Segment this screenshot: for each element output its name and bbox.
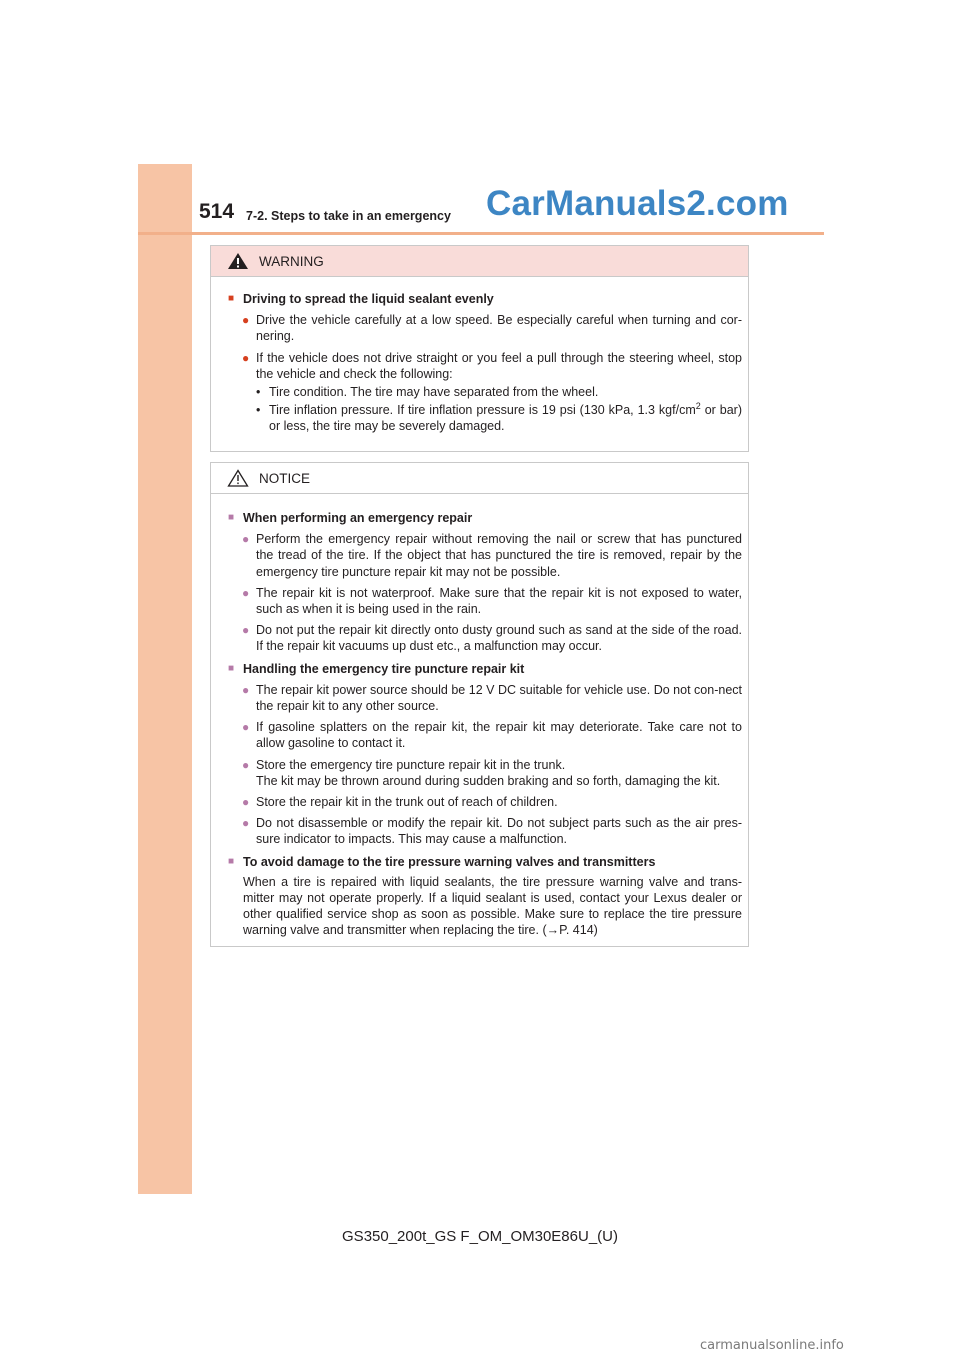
warning-title: WARNING: [259, 253, 324, 269]
page-number: 514: [199, 200, 235, 223]
watermark-logo: CarManuals2.com: [486, 184, 789, 223]
notice-heading: ■ When performing an emergency repair: [228, 511, 473, 525]
list-item: ● Store the repair kit in the trunk out of reach of children.: [242, 795, 558, 810]
circle-bullet-icon: ●: [242, 682, 250, 697]
notice-heading: ■ Handling the emergency tire puncture repair kit: [228, 661, 525, 676]
section-title: 7-2. Steps to take in an emergency: [246, 209, 451, 223]
square-bullet-icon: ■: [228, 512, 235, 523]
watermark-footer: carmanualsonline.info: [700, 1338, 844, 1353]
list-item: ● Store the emergency tire puncture repair kit in the trunk. The kit may be thrown around during sudden braking and so forth, damaging the kit.: [242, 757, 721, 788]
warning-triangle-icon: [227, 252, 249, 270]
notice-title: NOTICE: [259, 470, 311, 486]
list-item: ● Drive the vehicle carefully at a low speed. Be especially careful when turning and cor-nering.: [242, 313, 742, 344]
sub-item: • Tire inflation pressure. If tire inflation pressure is 19 psi (130 kPa, 1.3 kgf/$cm^2$ or bar) or less, the tire may be severely damaged.: [256, 401, 742, 434]
circle-bullet-icon: ●: [242, 795, 250, 810]
notice-heading: ■ To avoid damage to the tire pressure warning valves and transmitters: [228, 854, 656, 869]
circle-bullet-icon: ●: [242, 720, 250, 735]
sub-item: • Tire condition. The tire may have separated from the wheel.: [256, 385, 599, 400]
circle-bullet-icon: ●: [242, 623, 250, 638]
circle-bullet-icon: ●: [242, 585, 250, 600]
side-color-band: [138, 164, 192, 1194]
list-item: ● The repair kit is not waterproof. Make sure that the repair kit is not exposed to water, such as when it is being used in the rain.: [242, 585, 742, 617]
circle-bullet-icon: ●: [242, 816, 250, 831]
circle-bullet-icon: ●: [242, 532, 250, 547]
list-item: ● The repair kit power source should be 12 V DC suitable for vehicle use. Do not con-nect the repair kit to any other source.: [242, 682, 742, 714]
list-item: ● Do not disassemble or modify the repair kit. Do not subject parts such as the air pres-sure indicator to impacts. This may cause a malfunction.: [242, 816, 742, 847]
notice-paragraph: When a tire is repaired with liquid sealants, the tire pressure warning valve and trans-mitter may not operate properly. If a liquid sealant is used, contact your Lexus dealer or other qualified service shop as soon as possible. Make sure to replace the tire pressure warning valve and transmitter when replacing the tire. (→P. 414): [243, 874, 742, 938]
notice-box: [210, 462, 749, 947]
warning-header: [211, 246, 748, 277]
notice-header: [211, 463, 748, 494]
circle-bullet-icon: ●: [242, 350, 250, 365]
square-bullet-icon: ■: [228, 662, 235, 674]
header-rule: [138, 232, 824, 235]
list-item: ● Do not put the repair kit directly onto dusty ground such as sand at the side of the road. If the repair kit vacuums up dust etc., a malfunction may occur.: [242, 623, 742, 654]
list-item: ● Perform the emergency repair without removing the nail or screw that has punctured the tread of the tire. If the object that has punctured the tire is removed, repair by the emergency tire puncture repair kit may not be possible.: [242, 532, 742, 579]
list-item: ● If gasoline splatters on the repair kit, the repair kit may deteriorate. Take care not to allow gasoline to contact it.: [242, 720, 742, 751]
circle-bullet-icon: ●: [242, 313, 250, 328]
caution-triangle-icon: [227, 469, 249, 487]
square-bullet-icon: ■: [228, 855, 235, 867]
document-code: GS350_200t_GS F_OM_OM30E86U_(U): [342, 1228, 618, 1245]
list-item: ● If the vehicle does not drive straight or you feel a pull through the steering wheel, stop the vehicle and check the following:: [242, 350, 742, 381]
circle-bullet-icon: ●: [242, 757, 250, 772]
warning-box: [210, 245, 749, 452]
warning-heading: ■ Driving to spread the liquid sealant evenly: [228, 292, 494, 306]
square-bullet-icon: ■: [228, 293, 235, 304]
